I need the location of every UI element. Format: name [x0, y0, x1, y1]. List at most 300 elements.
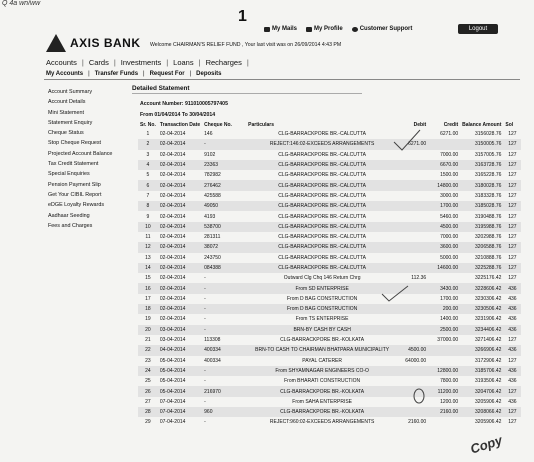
cell-balance-amount: 3271406.42 [460, 335, 503, 345]
sidebar-item-mini-statement[interactable]: Mini Statement [48, 109, 84, 116]
sidebar-item-cheque-status[interactable]: Cheque Status [48, 130, 84, 137]
cell-cheque-no: 4193 [202, 211, 246, 221]
cell-balance-amount: 3208066.42 [460, 407, 503, 417]
nav-investments[interactable]: Investments [120, 58, 162, 67]
cell-particulars: CLG-BARRACKPORE BR.-CALCUTTA [246, 150, 398, 160]
cell-credit: 6670.00 [428, 160, 460, 170]
cell-cheque-no: 538700 [202, 222, 246, 232]
table-row [138, 417, 521, 427]
cell-sol: 436 [503, 304, 521, 314]
cell-transaction-date: 02-04-2014 [158, 242, 202, 252]
cell-credit: 2160.00 [428, 407, 460, 417]
cell-transaction-date: 02-04-2014 [158, 263, 202, 273]
table-row [138, 294, 521, 304]
cell-sol: 436 [503, 397, 521, 407]
subnav-deposits[interactable]: Deposits [196, 71, 222, 77]
cell-debit [398, 376, 428, 386]
table-row [138, 283, 521, 293]
cell-sol: 436 [503, 366, 521, 376]
nav-accounts[interactable]: Accounts [46, 58, 77, 67]
cell-transaction-date: 02-04-2014 [158, 304, 202, 314]
column-header-balance-amount: Balance Amount [462, 121, 502, 128]
cell-sol: 127 [503, 335, 521, 345]
cell-credit: 1700.00 [428, 294, 460, 304]
table-row [138, 335, 521, 345]
cell-cheque-no: 9102 [202, 150, 246, 160]
cell-debit: 64000.00 [398, 356, 428, 366]
nav-separator: | [246, 58, 249, 67]
cell-sol: 127 [503, 417, 521, 427]
cell-sol: 127 [503, 263, 521, 273]
cell-debit: 112.36 [398, 273, 428, 283]
cell-credit [428, 417, 460, 427]
cell-cheque-no: 243750 [202, 253, 246, 263]
cell-sr-no: 21 [138, 335, 158, 345]
customer-support-link[interactable] [352, 26, 413, 32]
cell-cheque-no: 216970 [202, 386, 246, 396]
column-header-particulars: Particulars [248, 121, 274, 128]
cell-sol: 127 [503, 139, 521, 149]
cell-balance-amount: 3230306.42 [460, 294, 503, 304]
cell-transaction-date: 02-04-2014 [158, 211, 202, 221]
cell-sr-no: 3 [138, 150, 158, 160]
cell-cheque-no: 38072 [202, 242, 246, 252]
cell-debit: 4500.00 [398, 345, 428, 355]
cell-credit: 5000.00 [428, 253, 460, 263]
cell-credit: 14600.00 [428, 263, 460, 273]
cell-debit [398, 253, 428, 263]
cell-sr-no: 2 [138, 139, 158, 149]
table-row [138, 397, 521, 407]
cell-sr-no: 13 [138, 253, 158, 263]
cell-sr-no: 16 [138, 283, 158, 293]
cell-debit [398, 366, 428, 376]
table-row [138, 222, 521, 232]
cell-sol: 127 [503, 222, 521, 232]
cell-balance-amount: 3185028.76 [460, 201, 503, 211]
cell-cheque-no: 281311 [202, 232, 246, 242]
nav-separator: | [88, 71, 90, 77]
cell-credit: 3600.00 [428, 242, 460, 252]
cell-cheque-no: 425588 [202, 191, 246, 201]
nav-separator: | [166, 58, 169, 67]
table-row [138, 304, 521, 314]
cell-credit: 7000.00 [428, 150, 460, 160]
cell-credit [428, 356, 460, 366]
cell-cheque-no: 49050 [202, 201, 246, 211]
handwritten-tick-mark [392, 128, 422, 158]
nav-separator: | [189, 71, 192, 77]
cell-transaction-date: 02-04-2014 [158, 283, 202, 293]
sidebar-item-tax-credit-statement[interactable]: Tax Credit Statement [48, 161, 99, 168]
cell-balance-amount: 3156028.76 [460, 129, 503, 139]
sub-nav [46, 71, 222, 77]
cell-debit [398, 201, 428, 211]
cell-balance-amount: 3185706.42 [460, 366, 503, 376]
table-row [138, 242, 521, 252]
cell-sr-no: 25 [138, 376, 158, 386]
cell-particulars: CLG-BARRACKPORE BR.-KOLKATA [246, 407, 398, 417]
my-profile-link[interactable] [306, 26, 343, 32]
customer-support-label: Customer Support [359, 26, 413, 32]
cell-balance-amount: 3202988.76 [460, 232, 503, 242]
cell-particulars: CLG-BARRACKPORE BR.-KOLKATA [246, 386, 398, 396]
cell-balance-amount: 3183328.76 [460, 191, 503, 201]
cell-transaction-date: 02-04-2014 [158, 170, 202, 180]
cell-transaction-date: 02-04-2014 [158, 191, 202, 201]
cell-cheque-no: 113308 [202, 335, 246, 345]
cell-particulars: Outward Clg Chq 146 Return Chrg [246, 273, 398, 283]
cell-transaction-date: 05-04-2014 [158, 356, 202, 366]
table-row [138, 232, 521, 242]
account-number: Account Number: 911010005797405 [140, 101, 228, 107]
cell-cheque-no: 400334 [202, 356, 246, 366]
cell-sol: 127 [503, 150, 521, 160]
cell-particulars: CLG-BARRACKPORE BR.-KOLKATA [246, 335, 398, 345]
logout-button[interactable]: Logout [458, 24, 498, 34]
cell-debit [398, 325, 428, 335]
table-row [138, 386, 521, 396]
nav-separator: | [198, 58, 201, 67]
column-header-debit: Debit [413, 121, 427, 128]
column-header-cheque-no: Cheque No. [204, 121, 232, 128]
cell-sol: 127 [503, 242, 521, 252]
nav-recharges[interactable]: Recharges [205, 58, 242, 67]
cell-particulars: CLG-BARRACKPORE BR.-CALCUTTA [246, 232, 398, 242]
cell-credit: 6271.00 [428, 129, 460, 139]
cell-balance-amount: 3163728.76 [460, 160, 503, 170]
cell-sr-no: 5 [138, 170, 158, 180]
sidebar-menu [48, 87, 112, 231]
cell-credit: 200.00 [428, 304, 460, 314]
cell-balance-amount: 3206588.76 [460, 242, 503, 252]
sidebar-item-account-summary[interactable]: Account Summary [48, 89, 93, 95]
table-row [138, 129, 521, 139]
cell-credit: 2500.00 [428, 325, 460, 335]
cell-credit: 7800.00 [428, 376, 460, 386]
cell-transaction-date: 03-04-2014 [158, 325, 202, 335]
cell-sr-no: 18 [138, 304, 158, 314]
cell-transaction-date: 03-04-2014 [158, 335, 202, 345]
cell-balance-amount: 3157005.76 [460, 150, 503, 160]
cell-cheque-no: 782982 [202, 170, 246, 180]
cell-particulars: CLG-BARRACKPORE BR.-CALCUTTA [246, 201, 398, 211]
cell-sr-no: 20 [138, 325, 158, 335]
cell-balance-amount: 3204706.42 [460, 386, 503, 396]
cell-transaction-date: 05-04-2014 [158, 376, 202, 386]
cell-transaction-date: 02-04-2014 [158, 160, 202, 170]
subnav-transfer-funds[interactable]: Transfer Funds [94, 71, 139, 77]
cell-cheque-no: - [202, 314, 246, 324]
handwritten-tick-mark [380, 284, 410, 304]
cell-cheque-no: - [202, 139, 246, 149]
cell-transaction-date: 04-04-2014 [158, 345, 202, 355]
table-row [138, 263, 521, 273]
table-row [138, 211, 521, 221]
cell-sol: 127 [503, 180, 521, 190]
cell-sol: 127 [503, 160, 521, 170]
cell-debit [398, 242, 428, 252]
cell-balance-amount: 3150005.76 [460, 139, 503, 149]
column-header-sr-no: Sr. No. [140, 121, 156, 128]
cell-transaction-date: 05-04-2014 [158, 366, 202, 376]
cell-sol: 127 [503, 191, 521, 201]
cell-transaction-date: 02-04-2014 [158, 129, 202, 139]
nav-separator: | [143, 71, 145, 77]
cell-cheque-no: - [202, 294, 246, 304]
axis-bank-logo [46, 34, 141, 52]
cell-sr-no: 28 [138, 407, 158, 417]
sidebar-item-statement-enquiry[interactable]: Statement Enquiry [48, 119, 93, 126]
cell-sr-no: 29 [138, 417, 158, 427]
subnav-request-for[interactable]: Request For [149, 71, 185, 77]
table-row [138, 170, 521, 180]
column-header-transaction-date: Transaction Date [159, 121, 201, 128]
cell-sol: 436 [503, 294, 521, 304]
cell-sr-no: 10 [138, 222, 158, 232]
cell-sol: 127 [503, 201, 521, 211]
cell-debit [398, 304, 428, 314]
cell-transaction-date: 02-04-2014 [158, 180, 202, 190]
table-row [138, 150, 521, 160]
cell-debit [398, 263, 428, 273]
sidebar-item-aadhaar-seeding[interactable]: Aadhaar Seeding [48, 212, 90, 219]
cell-debit [398, 191, 428, 201]
axis-logo-icon [46, 34, 66, 52]
cell-credit [428, 345, 460, 355]
cell-credit: 1700.00 [428, 201, 460, 211]
cell-sr-no: 6 [138, 180, 158, 190]
cell-particulars: From TS ENTERPRISE [246, 314, 398, 324]
cell-credit: 5460.00 [428, 211, 460, 221]
cell-balance-amount: 3205906.42 [460, 417, 503, 427]
cell-sol: 127 [503, 273, 521, 283]
cell-cheque-no: 146 [202, 129, 246, 139]
cell-balance-amount: 3165228.76 [460, 170, 503, 180]
cell-cheque-no: 400334 [202, 345, 246, 355]
table-row [138, 191, 521, 201]
cell-sr-no: 14 [138, 263, 158, 273]
table-row [138, 407, 521, 417]
cell-debit [398, 314, 428, 324]
cell-sr-no: 23 [138, 356, 158, 366]
table-row [138, 273, 521, 283]
cell-cheque-no: - [202, 325, 246, 335]
cell-debit [398, 222, 428, 232]
table-row [138, 314, 521, 324]
cell-cheque-no: - [202, 397, 246, 407]
profile-icon [306, 27, 312, 32]
cell-sr-no: 27 [138, 397, 158, 407]
cell-transaction-date: 07-04-2014 [158, 397, 202, 407]
handwritten-circle-mark [412, 388, 426, 404]
sidebar-item-fees-and-charges[interactable]: Fees and Charges [48, 222, 93, 229]
cell-transaction-date: 02-04-2014 [158, 253, 202, 263]
statement-period: From 01/04/2014 To 30/04/2014 [140, 112, 216, 118]
cell-debit [398, 232, 428, 242]
my-profile-label: My Profile [314, 26, 343, 32]
sidebar-item-pension-payment-slip[interactable]: Pension Payment Slip [48, 181, 101, 188]
cell-balance-amount: 3234406.42 [460, 325, 503, 335]
cell-debit: 2160.00 [398, 417, 428, 427]
cell-transaction-date: 07-04-2014 [158, 417, 202, 427]
cell-cheque-no: - [202, 273, 246, 283]
nav-loans[interactable]: Loans [173, 58, 194, 67]
my-mails-label: My Mails [272, 26, 298, 32]
sidebar-item-get-your-cibil-report[interactable]: Get Your CIBIL Report [48, 191, 102, 198]
cell-particulars: CLG-BARRACKPORE BR.-CALCUTTA [246, 129, 398, 139]
cell-balance-amount: 3172906.42 [460, 356, 503, 366]
cell-debit [398, 335, 428, 345]
cell-sr-no: 12 [138, 242, 158, 252]
cell-sr-no: 1 [138, 129, 158, 139]
header-divider [44, 79, 520, 80]
nav-cards[interactable]: Cards [88, 58, 109, 67]
cell-balance-amount: 3231906.42 [460, 314, 503, 324]
cell-cheque-no: 23363 [202, 160, 246, 170]
cell-credit: 14800.00 [428, 180, 460, 190]
table-row [138, 356, 521, 366]
table-row [138, 376, 521, 386]
cell-sr-no: 19 [138, 314, 158, 324]
cell-balance-amount: 3190488.76 [460, 211, 503, 221]
cell-sr-no: 8 [138, 201, 158, 211]
cell-credit: 3430.00 [428, 283, 460, 293]
subnav-my-accounts[interactable]: My Accounts [46, 71, 84, 77]
cell-cheque-no: 960 [202, 407, 246, 417]
cell-transaction-date: 07-04-2014 [158, 407, 202, 417]
cell-particulars: CLG-BARRACKPORE BR.-CALCUTTA [246, 211, 398, 221]
welcome-message: Welcome CHAIRMAN'S RELIEF FUND , Your last visit was on 26/09/2014 4:43 PM [150, 42, 342, 48]
cell-particulars: CLG-BARRACKPORE BR.-CALCUTTA [246, 170, 398, 180]
cell-particulars: CLG-BARRACKPORE BR.-CALCUTTA [246, 222, 398, 232]
cell-debit: 6271.00 [398, 139, 428, 149]
cell-balance-amount: 3266906.42 [460, 345, 503, 355]
cell-balance-amount: 3225288.76 [460, 263, 503, 273]
cell-transaction-date: 05-04-2014 [158, 386, 202, 396]
cell-transaction-date: 02-04-2014 [158, 222, 202, 232]
cell-particulars: From D BAG CONSTRUCTION [246, 294, 398, 304]
statement-table [138, 120, 521, 428]
table-row [138, 345, 521, 355]
cell-cheque-no: - [202, 417, 246, 427]
cell-particulars: BRN-TO CASH TO CHAIRMAN BHATPARA MUNICIPALITY [246, 345, 398, 355]
table-body [138, 129, 521, 428]
table-row [138, 253, 521, 263]
cell-balance-amount: 3230506.42 [460, 304, 503, 314]
cell-sr-no: 15 [138, 273, 158, 283]
sidebar-item-edge-loyalty-rewards[interactable]: eDGE Loyalty Rewards [48, 202, 105, 209]
cell-balance-amount: 3195988.76 [460, 222, 503, 232]
cell-credit: 3000.00 [428, 191, 460, 201]
cell-sol: 436 [503, 314, 521, 324]
cell-cheque-no: - [202, 376, 246, 386]
cell-sol: 436 [503, 325, 521, 335]
cell-sol: 436 [503, 345, 521, 355]
cell-transaction-date: 02-04-2014 [158, 201, 202, 211]
cell-credit [428, 273, 460, 283]
cell-particulars: CLG-BARRACKPORE BR.-CALCUTTA [246, 160, 398, 170]
top-links [264, 26, 412, 32]
sidebar-item-special-enquiries[interactable]: Special Enquiries [48, 171, 90, 178]
cell-credit [428, 139, 460, 149]
cell-sr-no: 11 [138, 232, 158, 242]
cell-particulars: CLG-BARRACKPORE BR.-CALCUTTA [246, 253, 398, 263]
title-divider [132, 93, 362, 94]
cell-transaction-date: 02-04-2014 [158, 294, 202, 304]
cell-sr-no: 17 [138, 294, 158, 304]
page-title: Detailed Statement [132, 85, 190, 92]
cell-credit: 37000.00 [428, 335, 460, 345]
cell-particulars: REJECT:146:02-EXCEEDS ARRANGEMENTS [246, 139, 398, 149]
table-header-row [138, 120, 521, 129]
cell-particulars: From D BAG CONSTRUCTION [246, 304, 398, 314]
cell-cheque-no: 276462 [202, 180, 246, 190]
cell-cheque-no: - [202, 283, 246, 293]
column-header-credit: Credit [443, 121, 459, 128]
cell-debit [398, 170, 428, 180]
cell-particulars: PAYAL CATERER [246, 356, 398, 366]
cell-debit [398, 211, 428, 221]
cell-balance-amount: 3228606.42 [460, 283, 503, 293]
cell-credit: 11200.00 [428, 386, 460, 396]
cell-debit [398, 407, 428, 417]
sidebar-item-projected-account-balance[interactable]: Projected Account Balance [48, 150, 113, 157]
cell-sol: 127 [503, 211, 521, 221]
cell-sol: 127 [503, 386, 521, 396]
cell-transaction-date: 02-04-2014 [158, 314, 202, 324]
cell-particulars: BRN-BY CASH BY CASH [246, 325, 398, 335]
cell-particulars: From SD ENTERPRISE [246, 283, 398, 293]
cell-sol: 127 [503, 253, 521, 263]
cell-transaction-date: 02-04-2014 [158, 150, 202, 160]
cell-sol: 436 [503, 376, 521, 386]
cell-sol: 436 [503, 283, 521, 293]
cell-particulars: CLG-BARRACKPORE BR.-CALCUTTA [246, 180, 398, 190]
table-row [138, 201, 521, 211]
cell-sr-no: 22 [138, 345, 158, 355]
cell-sol: 127 [503, 356, 521, 366]
handwritten-note: Q 4a wn/ww [2, 0, 41, 7]
table-row [138, 160, 521, 170]
table-row [138, 366, 521, 376]
cell-transaction-date: 02-04-2014 [158, 139, 202, 149]
cell-cheque-no: - [202, 366, 246, 376]
cell-sr-no: 24 [138, 366, 158, 376]
main-nav [46, 58, 249, 67]
brand-name: AXIS BANK [70, 36, 141, 50]
cell-sr-no: 7 [138, 191, 158, 201]
cell-sol: 127 [503, 407, 521, 417]
cell-debit [398, 180, 428, 190]
my-mails-link[interactable] [264, 26, 297, 32]
handwritten-copy-note: Copy [468, 432, 505, 457]
cell-sol: 127 [503, 170, 521, 180]
table-row [138, 139, 521, 149]
sidebar-item-account-details[interactable]: Account Details [48, 99, 86, 106]
cell-credit: 12800.00 [428, 366, 460, 376]
sidebar-item-stop-cheque-request[interactable]: Stop Cheque Request [48, 140, 102, 147]
cell-particulars: From BHARATI CONSTRUCTION [246, 376, 398, 386]
cell-credit: 7000.00 [428, 232, 460, 242]
cell-sr-no: 4 [138, 160, 158, 170]
cell-credit: 1400.00 [428, 314, 460, 324]
cell-particulars: From SAHA ENTERPRISE [246, 397, 398, 407]
table-row [138, 180, 521, 190]
cell-particulars: REJECT:960:02-EXCEEDS ARRANGEMENTS [246, 417, 398, 427]
column-header-sol: Sol [505, 121, 514, 128]
cell-particulars: CLG-BARRACKPORE BR.-CALCUTTA [246, 263, 398, 273]
